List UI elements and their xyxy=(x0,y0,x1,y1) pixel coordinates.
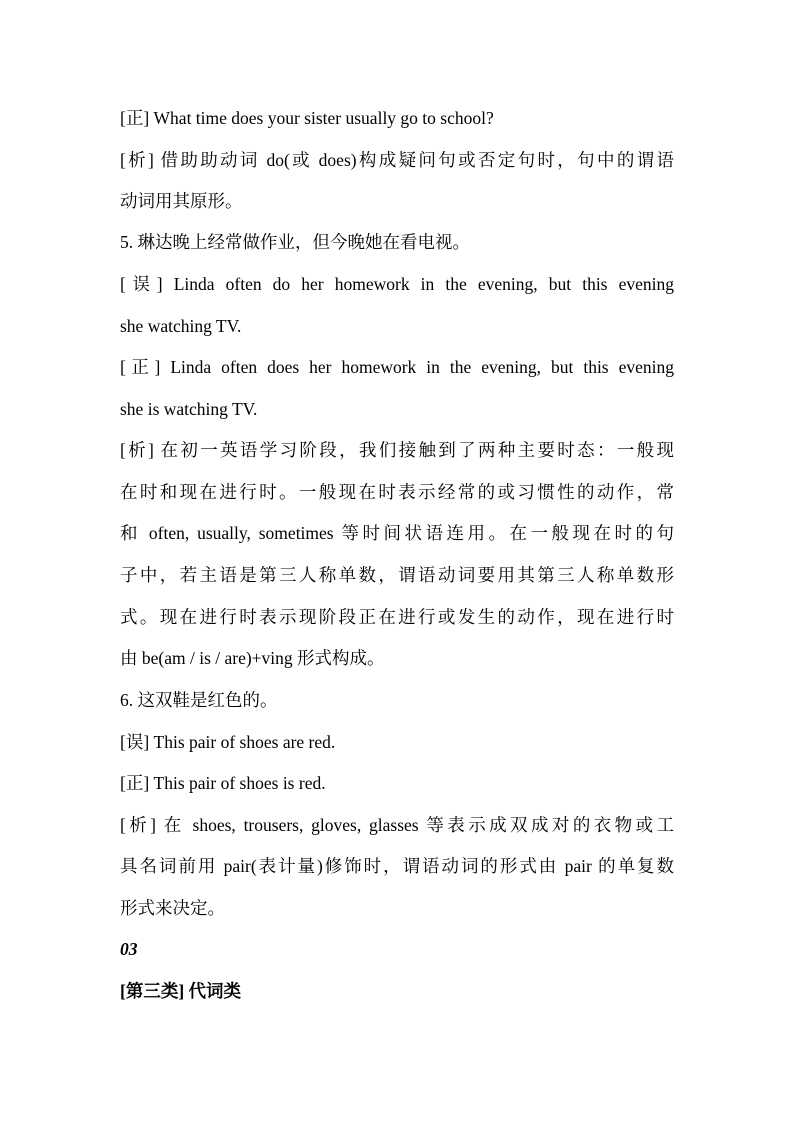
text-line-wrong-5-cont: she watching TV. xyxy=(120,316,242,336)
section-heading: [第三类] 代词类 xyxy=(120,981,242,1001)
text-line-analysis-6-b: 具名词前用 pair(表计量)修饰时，谓语动词的形式由 pair 的单复数 xyxy=(120,856,674,876)
text-line-analysis-5-c: 和 often, usually, sometimes 等时间状语连用。在一般现在时的句 xyxy=(120,523,674,543)
text-line-analysis-5-f: 由 be(am / is / are)+ving 形式构成。 xyxy=(120,648,385,668)
text-line-analysis-5-b: 在时和现在进行时。一般现在时表示经常的或习惯性的动作，常 xyxy=(120,482,674,502)
text-line-wrong-5: [误] Linda often do her homework in the evening, but this evening xyxy=(120,274,674,294)
text-line-correct-6: [正] This pair of shoes is red. xyxy=(120,773,326,793)
text-line-analysis-6-c: 形式来决定。 xyxy=(120,898,225,918)
section-number: 03 xyxy=(120,939,138,959)
text-line-analysis-5-a: [析] 在初一英语学习阶段，我们接触到了两种主要时态：一般现 xyxy=(120,440,674,460)
text-line-analysis-6-a: [析] 在 shoes, trousers, gloves, glasses 等表示成双成对的衣物或工 xyxy=(120,815,674,835)
text-line-correct-5-cont: she is watching TV. xyxy=(120,399,258,419)
text-line-analysis-5-d: 子中，若主语是第三人称单数，谓语动词要用其第三人称单数形 xyxy=(120,565,674,585)
text-line-analysis-1-cont: 动词用其原形。 xyxy=(120,191,243,211)
text-line-correct-5: [正] Linda often does her homework in the evening, but this evening xyxy=(120,357,674,377)
text-line-correct-1: [正] What time does your sister usually go to school? xyxy=(120,108,494,128)
text-line-wrong-6: [误] This pair of shoes are red. xyxy=(120,732,336,752)
text-line-analysis-1: [析] 借助助动词 do(或 does)构成疑问句或否定句时，句中的谓语 xyxy=(120,150,674,170)
item-6-heading: 6. 这双鞋是红色的。 xyxy=(120,690,278,710)
text-line-analysis-5-e: 式。现在进行时表示现阶段正在进行或发生的动作，现在进行时 xyxy=(120,607,674,627)
item-5-heading: 5. 琳达晚上经常做作业，但今晚她在看电视。 xyxy=(120,232,470,252)
